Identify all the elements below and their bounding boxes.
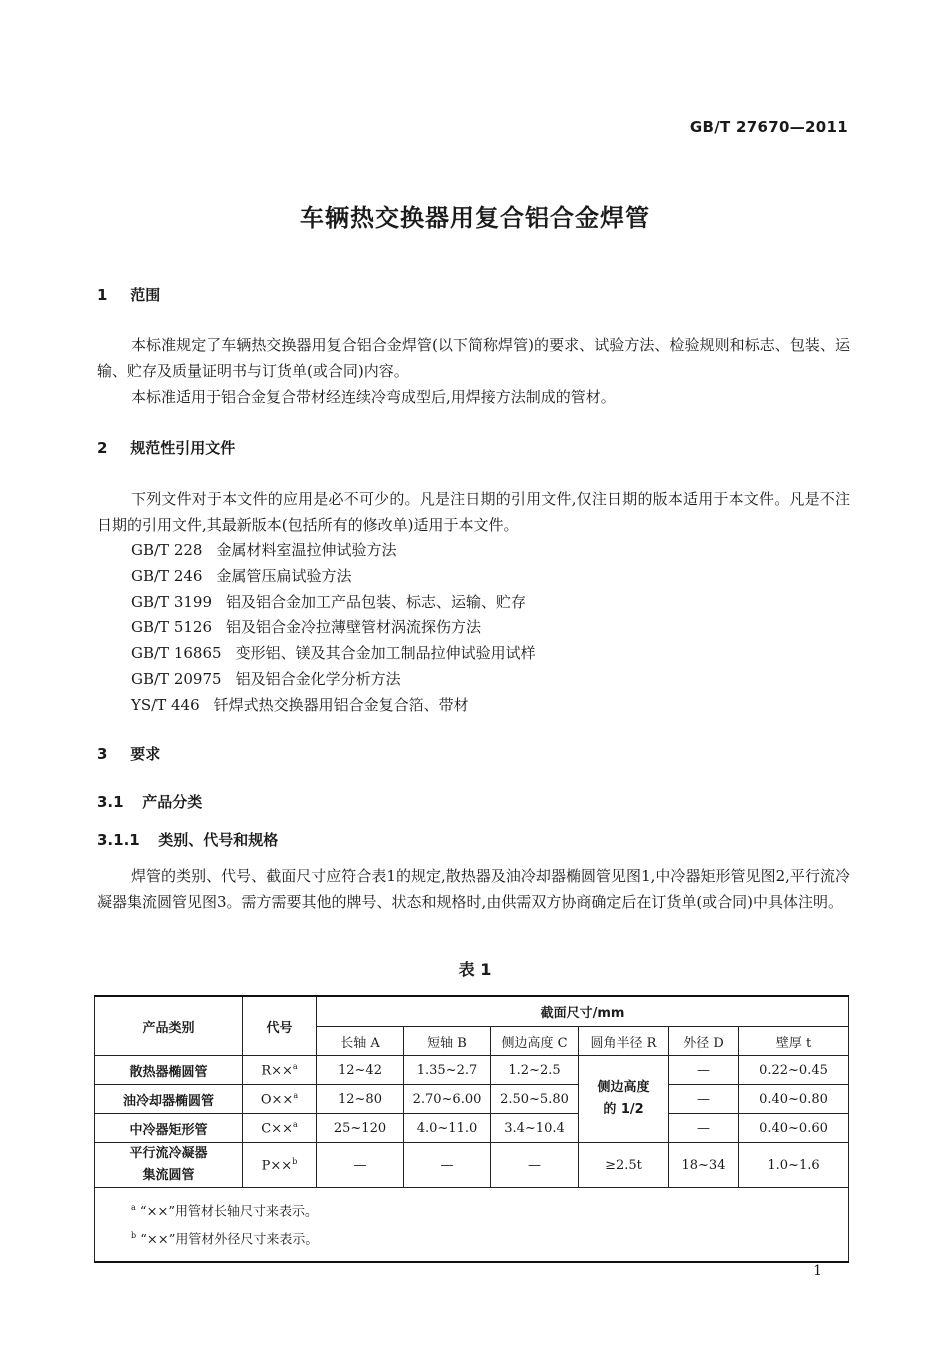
page-number: 1 <box>813 1263 822 1279</box>
section-title: 规范性引用文件 <box>130 439 236 457</box>
reference-code: GB/T 16865 <box>131 644 222 663</box>
reference-item <box>131 538 536 564</box>
header-section-size: 截面尺寸/mm <box>317 996 849 1027</box>
cell-code <box>243 1056 317 1085</box>
footnote-text: “××”用管材外径尺寸来表示。 <box>140 1232 319 1248</box>
section-title: 类别、代号和规格 <box>158 831 279 849</box>
code-value: P×× <box>261 1158 293 1174</box>
cell-wall-thickness: 0.22~0.45 <box>739 1056 849 1085</box>
section-number: 3 <box>97 745 108 763</box>
section-number: 1 <box>97 286 108 304</box>
reference-code: GB/T 246 <box>131 566 203 585</box>
cell-wall-thickness: 0.40~0.80 <box>739 1085 849 1114</box>
cell-short-axis: 4.0~11.0 <box>404 1114 491 1143</box>
document-title: 车辆热交换器用复合铝合金焊管 <box>300 204 650 232</box>
cell-side-height: 3.4~10.4 <box>491 1114 579 1143</box>
reference-title: 钎焊式热交换器用铝合金复合箔、带材 <box>213 695 469 714</box>
header-long-axis: 长轴 A <box>317 1027 404 1056</box>
cell-category <box>95 1143 243 1188</box>
cell-side-height: 1.2~2.5 <box>491 1056 579 1085</box>
cell-short-axis: — <box>404 1143 491 1188</box>
category-line-1: 平行流冷凝器 <box>129 1146 208 1161</box>
table-row <box>95 1085 849 1114</box>
reference-item <box>131 615 536 641</box>
reference-item <box>131 667 536 693</box>
cell-code <box>243 1085 317 1114</box>
cell-outer-diameter: — <box>669 1114 739 1143</box>
cell-long-axis: 12~80 <box>317 1085 404 1114</box>
section-number: 3.1.1 <box>97 831 140 849</box>
cell-corner-radius: ≥2.5t <box>579 1143 669 1188</box>
cell-long-axis: — <box>317 1143 404 1188</box>
section-3-1-1-paragraph: 焊管的类别、代号、截面尺寸应符合表1的规定,散热器及油冷却器椭圆管见图1,中冷器矩形管见图2,平行流冷凝器集流圆管见图3。需方需要其他的牌号、状态和规格时,由供需双方协商确定后在订货单(或合同)中具体注明。 <box>97 867 850 911</box>
reference-item <box>131 564 536 590</box>
cell-category: 中冷器矩形管 <box>95 1114 243 1143</box>
footnote-a <box>131 1196 848 1224</box>
section-number: 3.1 <box>97 793 124 811</box>
section-3-heading <box>97 743 160 764</box>
reference-code: GB/T 3199 <box>131 592 213 611</box>
section-2-heading <box>97 437 235 458</box>
code-value: O×× <box>260 1092 294 1108</box>
header-category: 产品类别 <box>95 996 243 1056</box>
reference-title: 铝及铝合金冷拉薄壁管材涡流探伤方法 <box>226 618 482 637</box>
footnote-mark: b <box>131 1231 137 1241</box>
cell-category: 油冷却器椭圆管 <box>95 1085 243 1114</box>
header-code: 代号 <box>243 996 317 1056</box>
section-3-1-1-heading <box>97 829 278 850</box>
reference-code: YS/T 446 <box>131 695 200 714</box>
cell-short-axis: 1.35~2.7 <box>404 1056 491 1085</box>
header-wall-thickness: 壁厚 t <box>739 1027 849 1056</box>
cell-outer-diameter: — <box>669 1085 739 1114</box>
cell-long-axis: 12~42 <box>317 1056 404 1085</box>
footnote-mark: a <box>131 1203 136 1212</box>
cell-outer-diameter: — <box>669 1056 739 1085</box>
category-line-2: 集流圆管 <box>142 1168 195 1183</box>
reference-item <box>131 693 536 719</box>
section-1-heading <box>97 284 160 305</box>
footnote-text: “××”用管材长轴尺寸来表示。 <box>139 1204 318 1220</box>
cell-side-height: — <box>491 1143 579 1188</box>
header-short-axis: 短轴 B <box>404 1027 491 1056</box>
header-outer-diameter: 外径 D <box>669 1027 739 1056</box>
section-title: 要求 <box>130 745 161 763</box>
code-value: R×× <box>261 1063 293 1079</box>
cell-short-axis: 2.70~6.00 <box>404 1085 491 1114</box>
table-footnotes <box>95 1188 849 1262</box>
cell-long-axis: 25~120 <box>317 1114 404 1143</box>
footnote-mark: b <box>292 1156 298 1166</box>
merged-line-1: 侧边高度 <box>597 1080 650 1095</box>
reference-title: 铝及铝合金化学分析方法 <box>235 669 401 688</box>
reference-code: GB/T 20975 <box>131 669 222 688</box>
section-2-paragraph-1: 下列文件对于本文件的应用是必不可少的。凡是注日期的引用文件,仅注日期的版本适用于本文件。凡是不注日期的引用文件,其最新版本(包括所有的修改单)适用于本文件。 <box>97 490 850 534</box>
footnote-mark: a <box>293 1090 299 1100</box>
table-caption: 表 1 <box>458 960 492 979</box>
table-row <box>95 1056 849 1085</box>
reference-code: GB/T 228 <box>131 541 203 559</box>
cell-side-height: 2.50~5.80 <box>491 1085 579 1114</box>
footnote-b <box>131 1224 848 1252</box>
section-title: 产品分类 <box>142 793 203 811</box>
cell-wall-thickness: 1.0~1.6 <box>739 1143 849 1188</box>
section-1-paragraph-2: 本标准适用于铝合金复合带材经连续冷弯成型后,用焊接方法制成的管材。 <box>131 388 616 406</box>
reference-item <box>131 590 536 616</box>
cell-code <box>243 1114 317 1143</box>
cell-code <box>243 1143 317 1188</box>
reference-title: 铝及铝合金加工产品包装、标志、运输、贮存 <box>226 592 527 611</box>
merged-line-2: 的 1/2 <box>603 1102 644 1117</box>
reference-title: 变形铝、镁及其合金加工制品拉伸试验用试样 <box>235 644 536 663</box>
footnote-mark: a <box>292 1061 298 1071</box>
reference-item <box>131 641 536 667</box>
header-corner-radius: 圆角半径 R <box>579 1027 669 1056</box>
section-3-1-heading <box>97 791 202 812</box>
table-row <box>95 1143 849 1188</box>
table-1 <box>94 995 849 1263</box>
cell-wall-thickness: 0.40~0.60 <box>739 1114 849 1143</box>
cell-outer-diameter: 18~34 <box>669 1143 739 1188</box>
cell-corner-radius-merged <box>579 1056 669 1143</box>
table-row <box>95 1114 849 1143</box>
section-1-paragraph-1: 本标准规定了车辆热交换器用复合铝合金焊管(以下简称焊管)的要求、试验方法、检验规则和标志、包装、运输、贮存及质量证明书与订货单(或合同)内容。 <box>97 336 850 380</box>
section-number: 2 <box>97 439 108 457</box>
section-title: 范围 <box>130 286 161 304</box>
reference-title: 金属管压扁试验方法 <box>216 566 352 585</box>
cell-category: 散热器椭圆管 <box>95 1056 243 1085</box>
code-value: C×× <box>261 1121 293 1137</box>
reference-code: GB/T 5126 <box>131 618 213 637</box>
normative-references-list <box>131 538 536 719</box>
footnote-mark: a <box>292 1119 298 1129</box>
header-side-height: 侧边高度 C <box>491 1027 579 1056</box>
reference-title: 金属材料室温拉伸试验方法 <box>216 541 397 559</box>
standard-number: GB/T 27670—2011 <box>689 118 848 136</box>
